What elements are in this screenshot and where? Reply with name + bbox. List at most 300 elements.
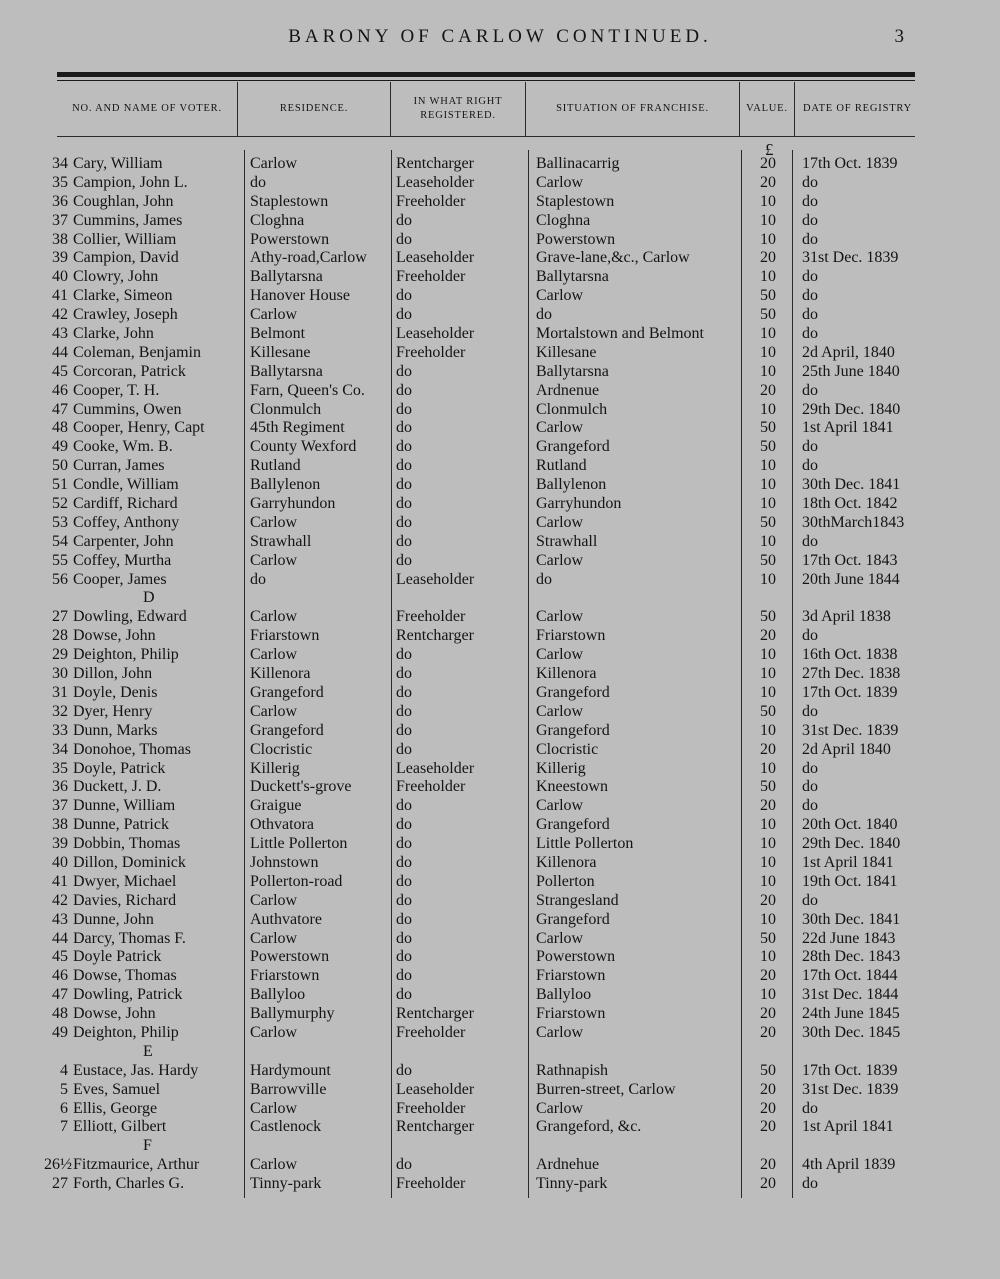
registration-right: do: [396, 381, 412, 399]
registry-date: do: [802, 759, 818, 777]
column-divider: [237, 82, 238, 136]
voter-name: Coffey, Anthony: [73, 513, 180, 531]
franchise-value: 20: [760, 1175, 776, 1193]
voter-residence: 45th Regiment: [250, 419, 345, 437]
registry-date: do: [802, 173, 818, 191]
voter-residence: Grangeford: [250, 721, 324, 739]
registry-date: 20th June 1844: [802, 570, 900, 588]
registration-right: Freeholder: [396, 268, 466, 286]
franchise-situation: Ardnenue: [536, 381, 600, 399]
registry-date: do: [802, 457, 818, 475]
franchise-situation: Carlow: [536, 929, 584, 947]
franchise-value: 10: [760, 362, 776, 380]
voter-name: Dunne, William: [73, 797, 176, 815]
voter-residence: Garryhundon: [250, 495, 336, 513]
voter-residence: Clocristic: [250, 740, 313, 758]
franchise-situation: Ballytarsna: [536, 268, 609, 286]
table-row: [0, 872, 1000, 891]
franchise-value: 20: [760, 1023, 776, 1041]
voter-name: Campion, John L.: [73, 173, 188, 191]
voter-number: 55: [52, 551, 68, 569]
table-row: [0, 173, 1000, 192]
registration-right: do: [396, 1156, 412, 1174]
registration-right: do: [396, 721, 412, 739]
voter-residence: Tinny-park: [250, 1175, 322, 1193]
franchise-value: 10: [760, 646, 776, 664]
voter-number: 48: [52, 419, 68, 437]
voter-number: 45: [52, 948, 68, 966]
header-no-name: NO. AND NAME OF VOTER.: [72, 103, 222, 114]
registration-right: do: [396, 457, 412, 475]
table-row: [0, 1099, 1000, 1118]
voter-name: Dillon, Dominick: [73, 853, 186, 871]
franchise-situation: Cloghna: [536, 211, 591, 229]
franchise-situation: Friarstown: [536, 627, 606, 645]
franchise-value: 10: [760, 721, 776, 739]
voter-name: Dunne, John: [73, 910, 154, 928]
registry-date: 17th Oct. 1843: [802, 551, 898, 569]
voter-residence: Friarstown: [250, 627, 320, 645]
franchise-value: 20: [760, 627, 776, 645]
franchise-value: 20: [760, 967, 776, 985]
voter-number: 4: [60, 1061, 68, 1079]
franchise-situation: Grangeford: [536, 721, 610, 739]
registration-right: do: [396, 513, 412, 531]
voter-residence: Athy-road,Carlow: [250, 249, 367, 267]
voter-name: Cooper, James: [73, 570, 167, 588]
voter-residence: Rutland: [250, 457, 301, 475]
registration-right: do: [396, 891, 412, 909]
voter-name: Corcoran, Patrick: [73, 362, 186, 380]
voter-residence: Carlow: [250, 646, 298, 664]
voter-number: 37: [52, 797, 68, 815]
voter-number: 31: [52, 683, 68, 701]
registry-date: 19th Oct. 1841: [802, 872, 898, 890]
voter-residence: Carlow: [250, 929, 298, 947]
registry-date: 30th Dec. 1841: [802, 910, 901, 928]
registration-right: do: [396, 948, 412, 966]
voter-name: Duckett, J. D.: [73, 778, 162, 796]
voter-number: 5: [60, 1080, 68, 1098]
franchise-situation: Clocristic: [536, 740, 599, 758]
franchise-value: 20: [760, 155, 776, 172]
franchise-situation: Carlow: [536, 287, 584, 305]
voter-number: 34: [52, 155, 68, 172]
table-row: [0, 513, 1000, 532]
franchise-situation: Clonmulch: [536, 400, 608, 418]
table-row: [0, 400, 1000, 419]
franchise-value: 10: [760, 268, 776, 286]
franchise-value: 20: [760, 1005, 776, 1023]
table-row: [0, 211, 1000, 230]
voter-number: 53: [52, 513, 68, 531]
registry-date: do: [802, 891, 818, 909]
voter-name: Dowling, Edward: [73, 608, 187, 626]
franchise-value: 20: [760, 1080, 776, 1098]
voter-name: Cary, William: [73, 155, 163, 172]
registration-right: do: [396, 211, 412, 229]
header-rule-thick: [57, 72, 915, 77]
registry-date: do: [802, 797, 818, 815]
franchise-situation: Killerig: [536, 759, 586, 777]
franchise-value: 50: [760, 419, 776, 437]
page-number: 3: [894, 26, 904, 47]
franchise-situation: Friarstown: [536, 1005, 606, 1023]
voter-number: 42: [52, 306, 68, 324]
voter-residence: Grangeford: [250, 683, 324, 701]
voter-name: Dowse, Thomas: [73, 967, 177, 985]
voter-number: 39: [52, 835, 68, 853]
registry-date: 1st April 1841: [802, 419, 894, 437]
page-title: BARONY OF CARLOW CONTINUED.: [288, 26, 712, 47]
voter-residence: Strawhall: [250, 532, 312, 550]
table-row: [0, 532, 1000, 551]
franchise-value: 10: [760, 910, 776, 928]
registration-right: do: [396, 495, 412, 513]
table-row: [0, 475, 1000, 494]
voter-name: Cooke, Wm. B.: [73, 438, 173, 456]
franchise-situation: Grave-lane,&c., Carlow: [536, 249, 690, 267]
registration-right: do: [396, 853, 412, 871]
voter-name: Condle, William: [73, 476, 179, 494]
voter-number: 6: [60, 1099, 68, 1117]
voter-residence: Powerstown: [250, 948, 330, 966]
voter-residence: Killesane: [250, 343, 311, 361]
franchise-situation: Carlow: [536, 646, 584, 664]
table-row: [0, 343, 1000, 362]
registry-date: 30th Dec. 1841: [802, 476, 901, 494]
voter-number: 43: [52, 325, 68, 343]
franchise-situation: Ballytarsna: [536, 362, 609, 380]
registration-right: Leaseholder: [396, 173, 475, 191]
voter-residence: Ballytarsna: [250, 268, 323, 286]
registry-date: do: [802, 702, 818, 720]
voter-residence: Ballymurphy: [250, 1005, 335, 1023]
voter-residence: Killerig: [250, 759, 300, 777]
voter-number: 40: [52, 853, 68, 871]
voter-residence: Carlow: [250, 306, 298, 324]
voter-name: Dowling, Patrick: [73, 986, 183, 1004]
voter-name: Dunn, Marks: [73, 721, 158, 739]
voter-name: Cummins, Owen: [73, 400, 182, 418]
voter-number: 27: [52, 608, 68, 626]
registration-right: Freeholder: [396, 778, 466, 796]
franchise-value: 10: [760, 457, 776, 475]
table-row: [0, 551, 1000, 570]
registration-right: do: [396, 646, 412, 664]
section-letter: F: [143, 1137, 152, 1155]
table-row: [0, 418, 1000, 437]
franchise-situation: Killenora: [536, 853, 597, 871]
voter-number: 46: [52, 967, 68, 985]
voter-name: Doyle Patrick: [73, 948, 162, 966]
registration-right: do: [396, 740, 412, 758]
table-row: [0, 891, 1000, 910]
registry-date: do: [802, 306, 818, 324]
registry-date: do: [802, 438, 818, 456]
voter-number: 42: [52, 891, 68, 909]
franchise-value: 50: [760, 929, 776, 947]
registration-right: Leaseholder: [396, 325, 475, 343]
column-divider: [525, 82, 526, 136]
table-row: [0, 966, 1000, 985]
voter-number: 38: [52, 816, 68, 834]
table-row: [0, 607, 1000, 626]
registration-right: do: [396, 476, 412, 494]
table-row: [0, 248, 1000, 267]
voter-name: Coughlan, John: [73, 192, 174, 210]
registry-date: 29th Dec. 1840: [802, 400, 901, 418]
voter-residence: Belmont: [250, 325, 306, 343]
franchise-situation: Carlow: [536, 513, 584, 531]
registry-date: do: [802, 1099, 818, 1117]
table-row: [0, 947, 1000, 966]
voter-name: Deighton, Philip: [73, 646, 179, 664]
registration-right: do: [396, 419, 412, 437]
franchise-situation: Grangeford: [536, 683, 610, 701]
table-row: [0, 1155, 1000, 1174]
franchise-situation: do: [536, 306, 552, 324]
franchise-value: 10: [760, 211, 776, 229]
franchise-situation: Ballinacarrig: [536, 155, 620, 172]
franchise-situation: Carlow: [536, 1023, 584, 1041]
registration-right: Freeholder: [396, 1175, 466, 1193]
voter-number: 38: [52, 230, 68, 248]
voter-residence: Carlow: [250, 551, 298, 569]
voter-residence: Friarstown: [250, 967, 320, 985]
voter-number: 35: [52, 173, 68, 191]
table-row: [0, 664, 1000, 683]
table-row: [0, 626, 1000, 645]
franchise-value: 20: [760, 740, 776, 758]
registration-right: do: [396, 797, 412, 815]
voter-name: Dobbin, Thomas: [73, 835, 181, 853]
registration-right: do: [396, 929, 412, 947]
franchise-value: 50: [760, 287, 776, 305]
voter-name: Donohoe, Thomas: [73, 740, 191, 758]
registration-right: do: [396, 287, 412, 305]
franchise-situation: Carlow: [536, 608, 584, 626]
section-letter: D: [143, 589, 155, 607]
franchise-situation: Powerstown: [536, 948, 616, 966]
voter-residence: Cloghna: [250, 211, 305, 229]
franchise-situation: Ardnehue: [536, 1156, 600, 1174]
voter-name: Collier, William: [73, 230, 177, 248]
table-row: [0, 721, 1000, 740]
registry-date: 20th Oct. 1840: [802, 816, 898, 834]
franchise-situation: Garryhundon: [536, 495, 622, 513]
voter-residence: Ballyloo: [250, 986, 306, 1004]
registry-date: do: [802, 381, 818, 399]
registration-right: do: [396, 702, 412, 720]
registration-right: do: [396, 306, 412, 324]
franchise-value: 10: [760, 532, 776, 550]
franchise-situation: Carlow: [536, 419, 584, 437]
voter-number: 56: [52, 570, 68, 588]
table-row: [0, 929, 1000, 948]
voter-number: 52: [52, 495, 68, 513]
franchise-value: 10: [760, 835, 776, 853]
registration-right: do: [396, 835, 412, 853]
voter-number: 35: [52, 759, 68, 777]
voter-number: 54: [52, 532, 68, 550]
table-row: [0, 456, 1000, 475]
franchise-situation: Pollerton: [536, 872, 595, 890]
registration-right: do: [396, 665, 412, 683]
voter-residence: Carlow: [250, 608, 298, 626]
registration-right: Freeholder: [396, 192, 466, 210]
voter-residence: Hardymount: [250, 1061, 331, 1079]
voter-name: Eves, Samuel: [73, 1080, 161, 1098]
registration-right: do: [396, 872, 412, 890]
table-row: [0, 740, 1000, 759]
header-value: VALUE.: [746, 103, 788, 114]
franchise-value: 10: [760, 986, 776, 1004]
voter-residence: Clonmulch: [250, 400, 322, 418]
voter-name: Dunne, Patrick: [73, 816, 169, 834]
registry-date: do: [802, 532, 818, 550]
registry-date: 31st Dec. 1839: [802, 1080, 899, 1098]
registration-right: Rentcharger: [396, 155, 474, 172]
registration-right: do: [396, 438, 412, 456]
table-row: [0, 230, 1000, 249]
voter-residence: Little Pollerton: [250, 835, 348, 853]
registration-right: Rentcharger: [396, 1118, 474, 1136]
franchise-situation: Carlow: [536, 702, 584, 720]
registration-right: do: [396, 967, 412, 985]
franchise-value: 10: [760, 759, 776, 777]
franchise-value: 10: [760, 400, 776, 418]
registration-right: Rentcharger: [396, 627, 474, 645]
table-header: [0, 82, 1000, 136]
franchise-value: 50: [760, 608, 776, 626]
registration-right: Leaseholder: [396, 570, 475, 588]
table-row: [0, 1117, 1000, 1136]
voter-residence: Duckett's-grove: [250, 778, 352, 796]
voter-number: 30: [52, 665, 68, 683]
registry-date: 18th Oct. 1842: [802, 495, 898, 513]
table-row: [0, 702, 1000, 721]
franchise-value: 10: [760, 192, 776, 210]
header-situation: SITUATION OF FRANCHISE.: [556, 103, 709, 114]
voter-name: Clarke, John: [73, 325, 154, 343]
registration-right: Freeholder: [396, 1099, 466, 1117]
currency-symbol: £: [765, 140, 774, 159]
table-row: [0, 1061, 1000, 1080]
registration-right: do: [396, 986, 412, 1004]
registration-right: do: [396, 683, 412, 701]
registration-right: do: [396, 1061, 412, 1079]
voter-name: Dowse, John: [73, 627, 156, 645]
franchise-situation: Burren-street, Carlow: [536, 1080, 676, 1098]
table-row: [0, 267, 1000, 286]
registration-right: do: [396, 532, 412, 550]
registry-date: 31st Dec. 1839: [802, 721, 899, 739]
column-divider: [390, 82, 391, 136]
registry-date: 3d April 1838: [802, 608, 891, 626]
table-row: [0, 683, 1000, 702]
table-row: [0, 192, 1000, 211]
franchise-situation: Friarstown: [536, 967, 606, 985]
franchise-situation: Staplestown: [536, 192, 615, 210]
voter-residence: Castlenock: [250, 1118, 322, 1136]
franchise-situation: Grangeford: [536, 438, 610, 456]
header-rule-thin: [57, 80, 915, 81]
table-row: [0, 1080, 1000, 1099]
voter-name: Forth, Charles G.: [73, 1175, 185, 1193]
franchise-situation: Killesane: [536, 343, 597, 361]
voter-name: Campion, David: [73, 249, 179, 267]
franchise-value: 10: [760, 495, 776, 513]
registration-right: Freeholder: [396, 343, 466, 361]
registry-date: do: [802, 287, 818, 305]
franchise-situation: Tinny-park: [536, 1175, 608, 1193]
table-row: [0, 853, 1000, 872]
voter-number: 43: [52, 910, 68, 928]
franchise-situation: Carlow: [536, 797, 584, 815]
franchise-situation: Strangesland: [536, 891, 619, 909]
table-row: [0, 1004, 1000, 1023]
registry-date: do: [802, 192, 818, 210]
franchise-situation: Grangeford, &c.: [536, 1118, 642, 1136]
registry-date: 1st April 1841: [802, 853, 894, 871]
registry-date: do: [802, 1175, 818, 1193]
franchise-value: 20: [760, 249, 776, 267]
column-divider: [739, 82, 740, 136]
voter-name: Doyle, Denis: [73, 683, 158, 701]
voter-residence: Graigue: [250, 797, 302, 815]
table-row: [0, 305, 1000, 324]
franchise-value: 50: [760, 778, 776, 796]
voter-name: Eustace, Jas. Hardy: [73, 1061, 199, 1079]
franchise-value: 10: [760, 872, 776, 890]
voter-residence: Carlow: [250, 702, 298, 720]
voter-number: 28: [52, 627, 68, 645]
voter-number: 49: [52, 1023, 68, 1041]
voter-residence: Hanover House: [250, 287, 350, 305]
franchise-value: 50: [760, 513, 776, 531]
voter-residence: Carlow: [250, 1099, 298, 1117]
registry-date: 4th April 1839: [802, 1156, 896, 1174]
voter-residence: Carlow: [250, 1156, 298, 1174]
voter-residence: Carlow: [250, 891, 298, 909]
registry-date: do: [802, 211, 818, 229]
registration-right: Leaseholder: [396, 249, 475, 267]
franchise-situation: Killenora: [536, 665, 597, 683]
franchise-value: 50: [760, 702, 776, 720]
registry-date: do: [802, 230, 818, 248]
registry-date: 29th Dec. 1840: [802, 835, 901, 853]
registration-right: do: [396, 362, 412, 380]
franchise-value: 20: [760, 1099, 776, 1117]
voter-residence: Killenora: [250, 665, 311, 683]
voter-number: 37: [52, 211, 68, 229]
registry-date: do: [802, 325, 818, 343]
table-row: [0, 985, 1000, 1004]
registry-date: 1st April 1841: [802, 1118, 894, 1136]
franchise-value: 20: [760, 797, 776, 815]
table-row: [0, 834, 1000, 853]
registry-date: 22d June 1843: [802, 929, 896, 947]
voter-name: Cooper, Henry, Capt: [73, 419, 205, 437]
section-letter-row: [0, 1042, 1000, 1061]
voter-number: 47: [52, 986, 68, 1004]
franchise-value: 20: [760, 381, 776, 399]
voter-number: 26½: [44, 1156, 72, 1174]
franchise-situation: Little Pollerton: [536, 835, 634, 853]
voter-name: Deighton, Philip: [73, 1023, 179, 1041]
voter-number: 40: [52, 268, 68, 286]
